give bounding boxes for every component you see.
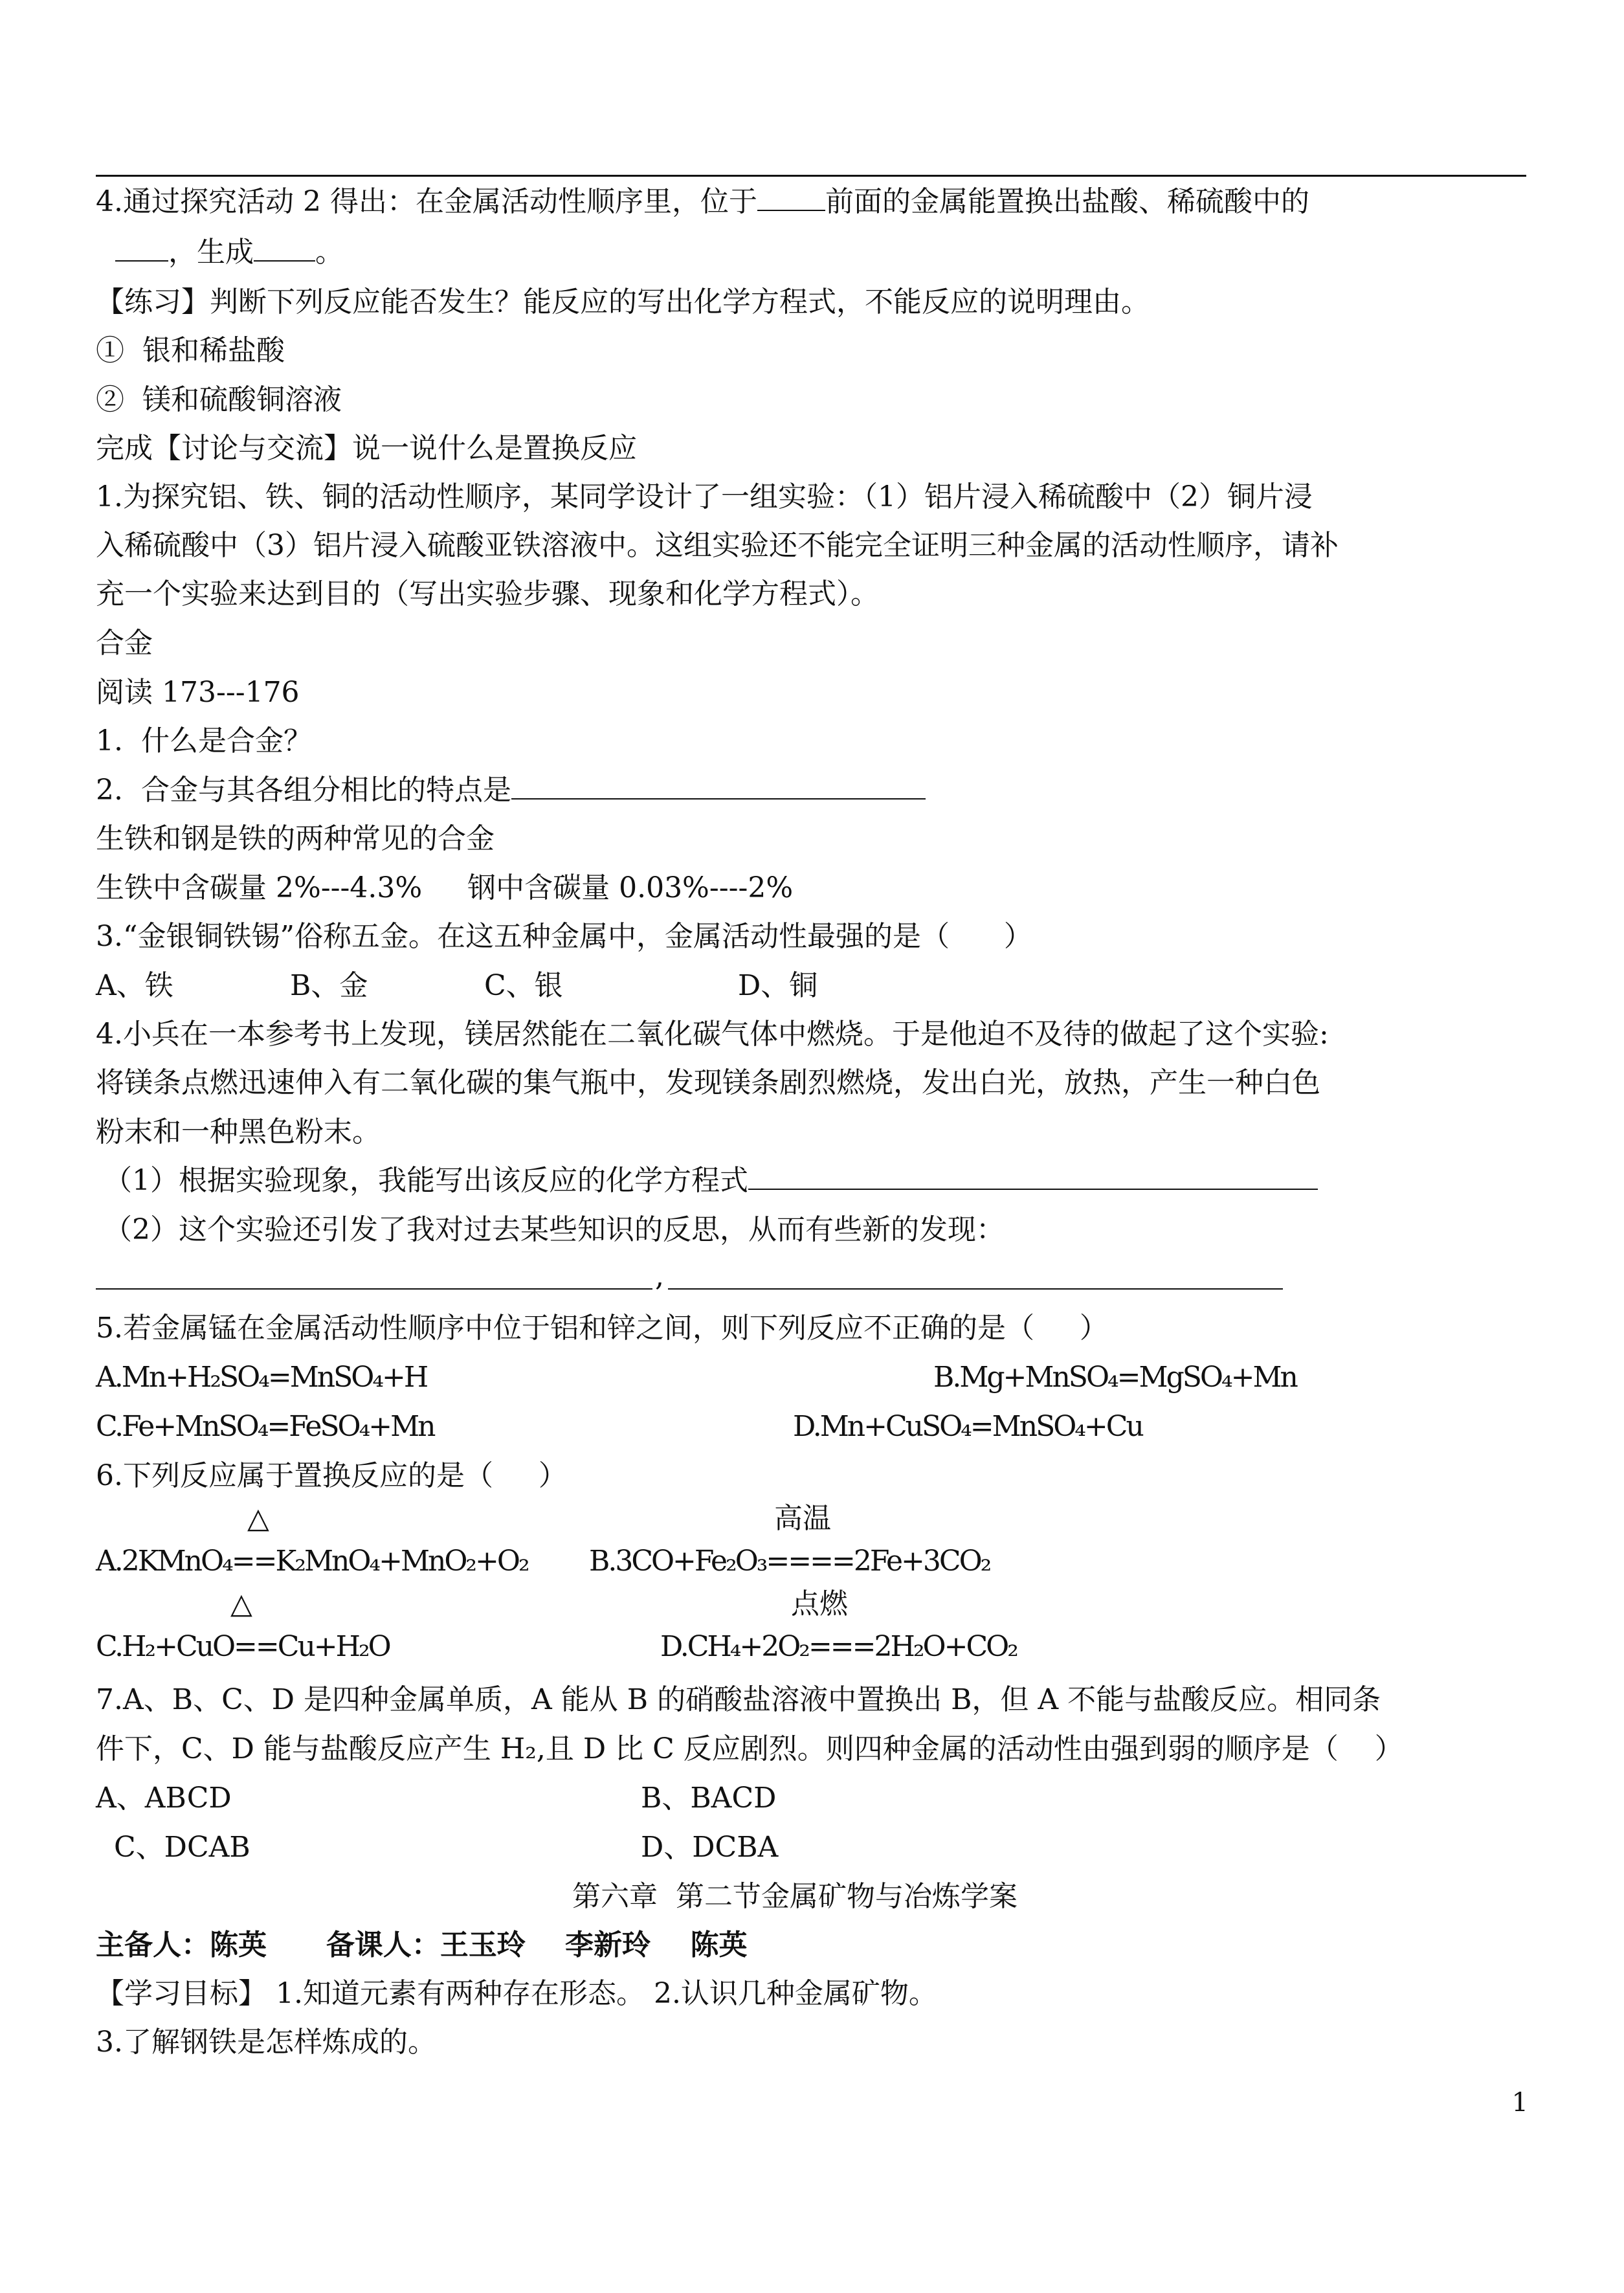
q4b-answer-blank-2[interactable] [668, 1288, 1283, 1290]
practice-item-2: ② 镁和硫酸铜溶液 [96, 383, 342, 416]
q5-option-d: D.Mn+CuSO₄=MnSO₄+Cu [793, 1410, 1142, 1443]
page-number: 1 [1511, 2088, 1528, 2118]
q7-option-b: B、BACD [641, 1782, 777, 1815]
q4b-line1: 4.小兵在一本参考书上发现，镁居然能在二氧化碳气体中燃烧。于是他迫不及待的做起了这个实验: [96, 1018, 1329, 1051]
q6-option-a: A.2KMnO₄==K₂MnO₄+MnO₂+O₂ [96, 1545, 528, 1578]
q4-line1 [96, 183, 1309, 221]
q5-option-c: C.Fe+MnSO₄=FeSO₄+Mn [96, 1410, 434, 1443]
q1-exp-line3: 充一个实验来达到目的（写出实验步骤、现象和化学方程式）。 [96, 577, 879, 610]
q6-cond-c: △ [230, 1587, 252, 1620]
q4b-comma: , [655, 1260, 664, 1293]
q6-cond-a: △ [247, 1502, 269, 1535]
alloy-q2 [96, 771, 926, 810]
practice-heading: 【练习】判断下列反应能否发生？能反应的写出化学方程式，不能反应的说明理由。 [96, 285, 1150, 319]
q7-line2: 件下，C、D 能与盐酸反应产生 H₂,且 D 比 C 反应剧烈。则四种金属的活动性由强到弱的顺序是（ ） [96, 1732, 1403, 1765]
q5-option-a: A.Mn+H₂SO₄=MnSO₄+H [96, 1361, 427, 1394]
q7-line1: 7.A、B、C、D 是四种金属单质，A 能从 B 的硝酸盐溶液中置换出 B，但 A 不能与盐酸反应。相同条 [96, 1683, 1381, 1716]
q4-text-d: 。 [315, 236, 344, 269]
q4b-line2: 将镁条点燃迅速伸入有二氧化碳的集气瓶中，发现镁条剧烈燃烧，发出白光，放热，产生一种白色 [96, 1066, 1320, 1099]
q4b-sub1 [104, 1161, 1318, 1200]
section-preparers: 主备人：陈英 备课人：王玉玲 李新玲 陈英 [96, 1929, 748, 1962]
alloy-q2-text: 2. 合金与其各组分相比的特点是 [96, 774, 511, 807]
q4b-sub1-blank[interactable] [748, 1163, 1318, 1190]
q4-text-b: 前面的金属能置换出盐酸、稀硫酸中的 [825, 185, 1309, 218]
alloy-q1: 1. 什么是合金？ [96, 724, 312, 757]
q6-option-b: B.3CO+Fe₂O₃====2Fe+3CO₂ [589, 1545, 990, 1578]
q5-stem: 5.若金属锰在金属活动性顺序中位于铝和锌之间，则下列反应不正确的是（ ） [96, 1312, 1108, 1345]
section-goals-1: 【学习目标】 1.知道元素有两种存在形态。 2.认识几种金属矿物。 [96, 1977, 937, 2010]
q4-blank-1[interactable] [757, 184, 825, 211]
q4b-sub1-text: （1）根据实验现象，我能写出该反应的化学方程式 [104, 1164, 748, 1197]
section-title: 第六章 第二节金属矿物与冶炼学案 [572, 1880, 1018, 1913]
q4-text-a: 4.通过探究活动 2 得出：在金属活动性顺序里，位于 [96, 185, 757, 218]
q4-text-c: ，生成 [168, 236, 254, 269]
q4-blank-3[interactable] [254, 234, 315, 262]
section-goals-2: 3.了解钢铁是怎样炼成的。 [96, 2026, 436, 2059]
alloy-q2-blank[interactable] [511, 772, 926, 800]
practice-item-1: ① 银和稀盐酸 [96, 334, 285, 367]
q1-exp-line2: 入稀硫酸中（3）铝片浸入硫酸亚铁溶液中。这组实验还不能完全证明三种金属的活动性顺序，请补 [96, 529, 1339, 562]
q4-blank-2[interactable] [115, 234, 168, 262]
alloy-note2: 生铁中含碳量 2%---4.3% 钢中含碳量 0.03%----2% [96, 871, 794, 904]
alloy-read: 阅读 173---176 [96, 676, 300, 709]
q6-cond-b: 高温 [774, 1502, 831, 1535]
q5-option-b: B.Mg+MnSO₄=MgSO₄+Mn [933, 1361, 1296, 1394]
q4b-answer-blank-1[interactable] [96, 1288, 652, 1290]
q4b-sub2: （2）这个实验还引发了我对过去某些知识的反思，从而有些新的发现： [104, 1213, 1005, 1246]
alloy-note1: 生铁和钢是铁的两种常见的合金 [96, 822, 495, 855]
q1-exp-line1: 1.为探究铝、铁、铜的活动性顺序，某同学设计了一组实验：（1）铝片浸入稀硫酸中（2）铜片浸 [96, 480, 1313, 513]
q7-option-c: C、DCAB [114, 1831, 250, 1864]
discussion-line: 完成【讨论与交流】说一说什么是置换反应 [96, 432, 637, 465]
q6-cond-d: 点燃 [791, 1587, 848, 1620]
q4-line2 [115, 233, 344, 272]
q4b-line3: 粉末和一种黑色粉末。 [96, 1115, 381, 1148]
q3-option-d: D、铜 [738, 969, 818, 1002]
q6-option-c: C.H₂+CuO==Cu+H₂O [96, 1630, 390, 1663]
q6-stem: 6.下列反应属于置换反应的是（ ） [96, 1459, 567, 1492]
q7-option-d: D、DCBA [641, 1831, 779, 1864]
header-rule [96, 175, 1526, 177]
q6-option-d: D.CH₄+2O₂===2H₂O+CO₂ [660, 1630, 1017, 1663]
alloy-title: 合金 [96, 627, 153, 660]
q3-option-b: B、金 [290, 969, 368, 1002]
q3-option-a: A、铁 [96, 969, 173, 1002]
q3-option-c: C、银 [484, 969, 563, 1002]
q3-stem: 3.“金银铜铁锡”俗称五金。在这五种金属中，金属活动性最强的是（ ） [96, 920, 1032, 953]
q7-option-a: A、ABCD [96, 1782, 232, 1815]
